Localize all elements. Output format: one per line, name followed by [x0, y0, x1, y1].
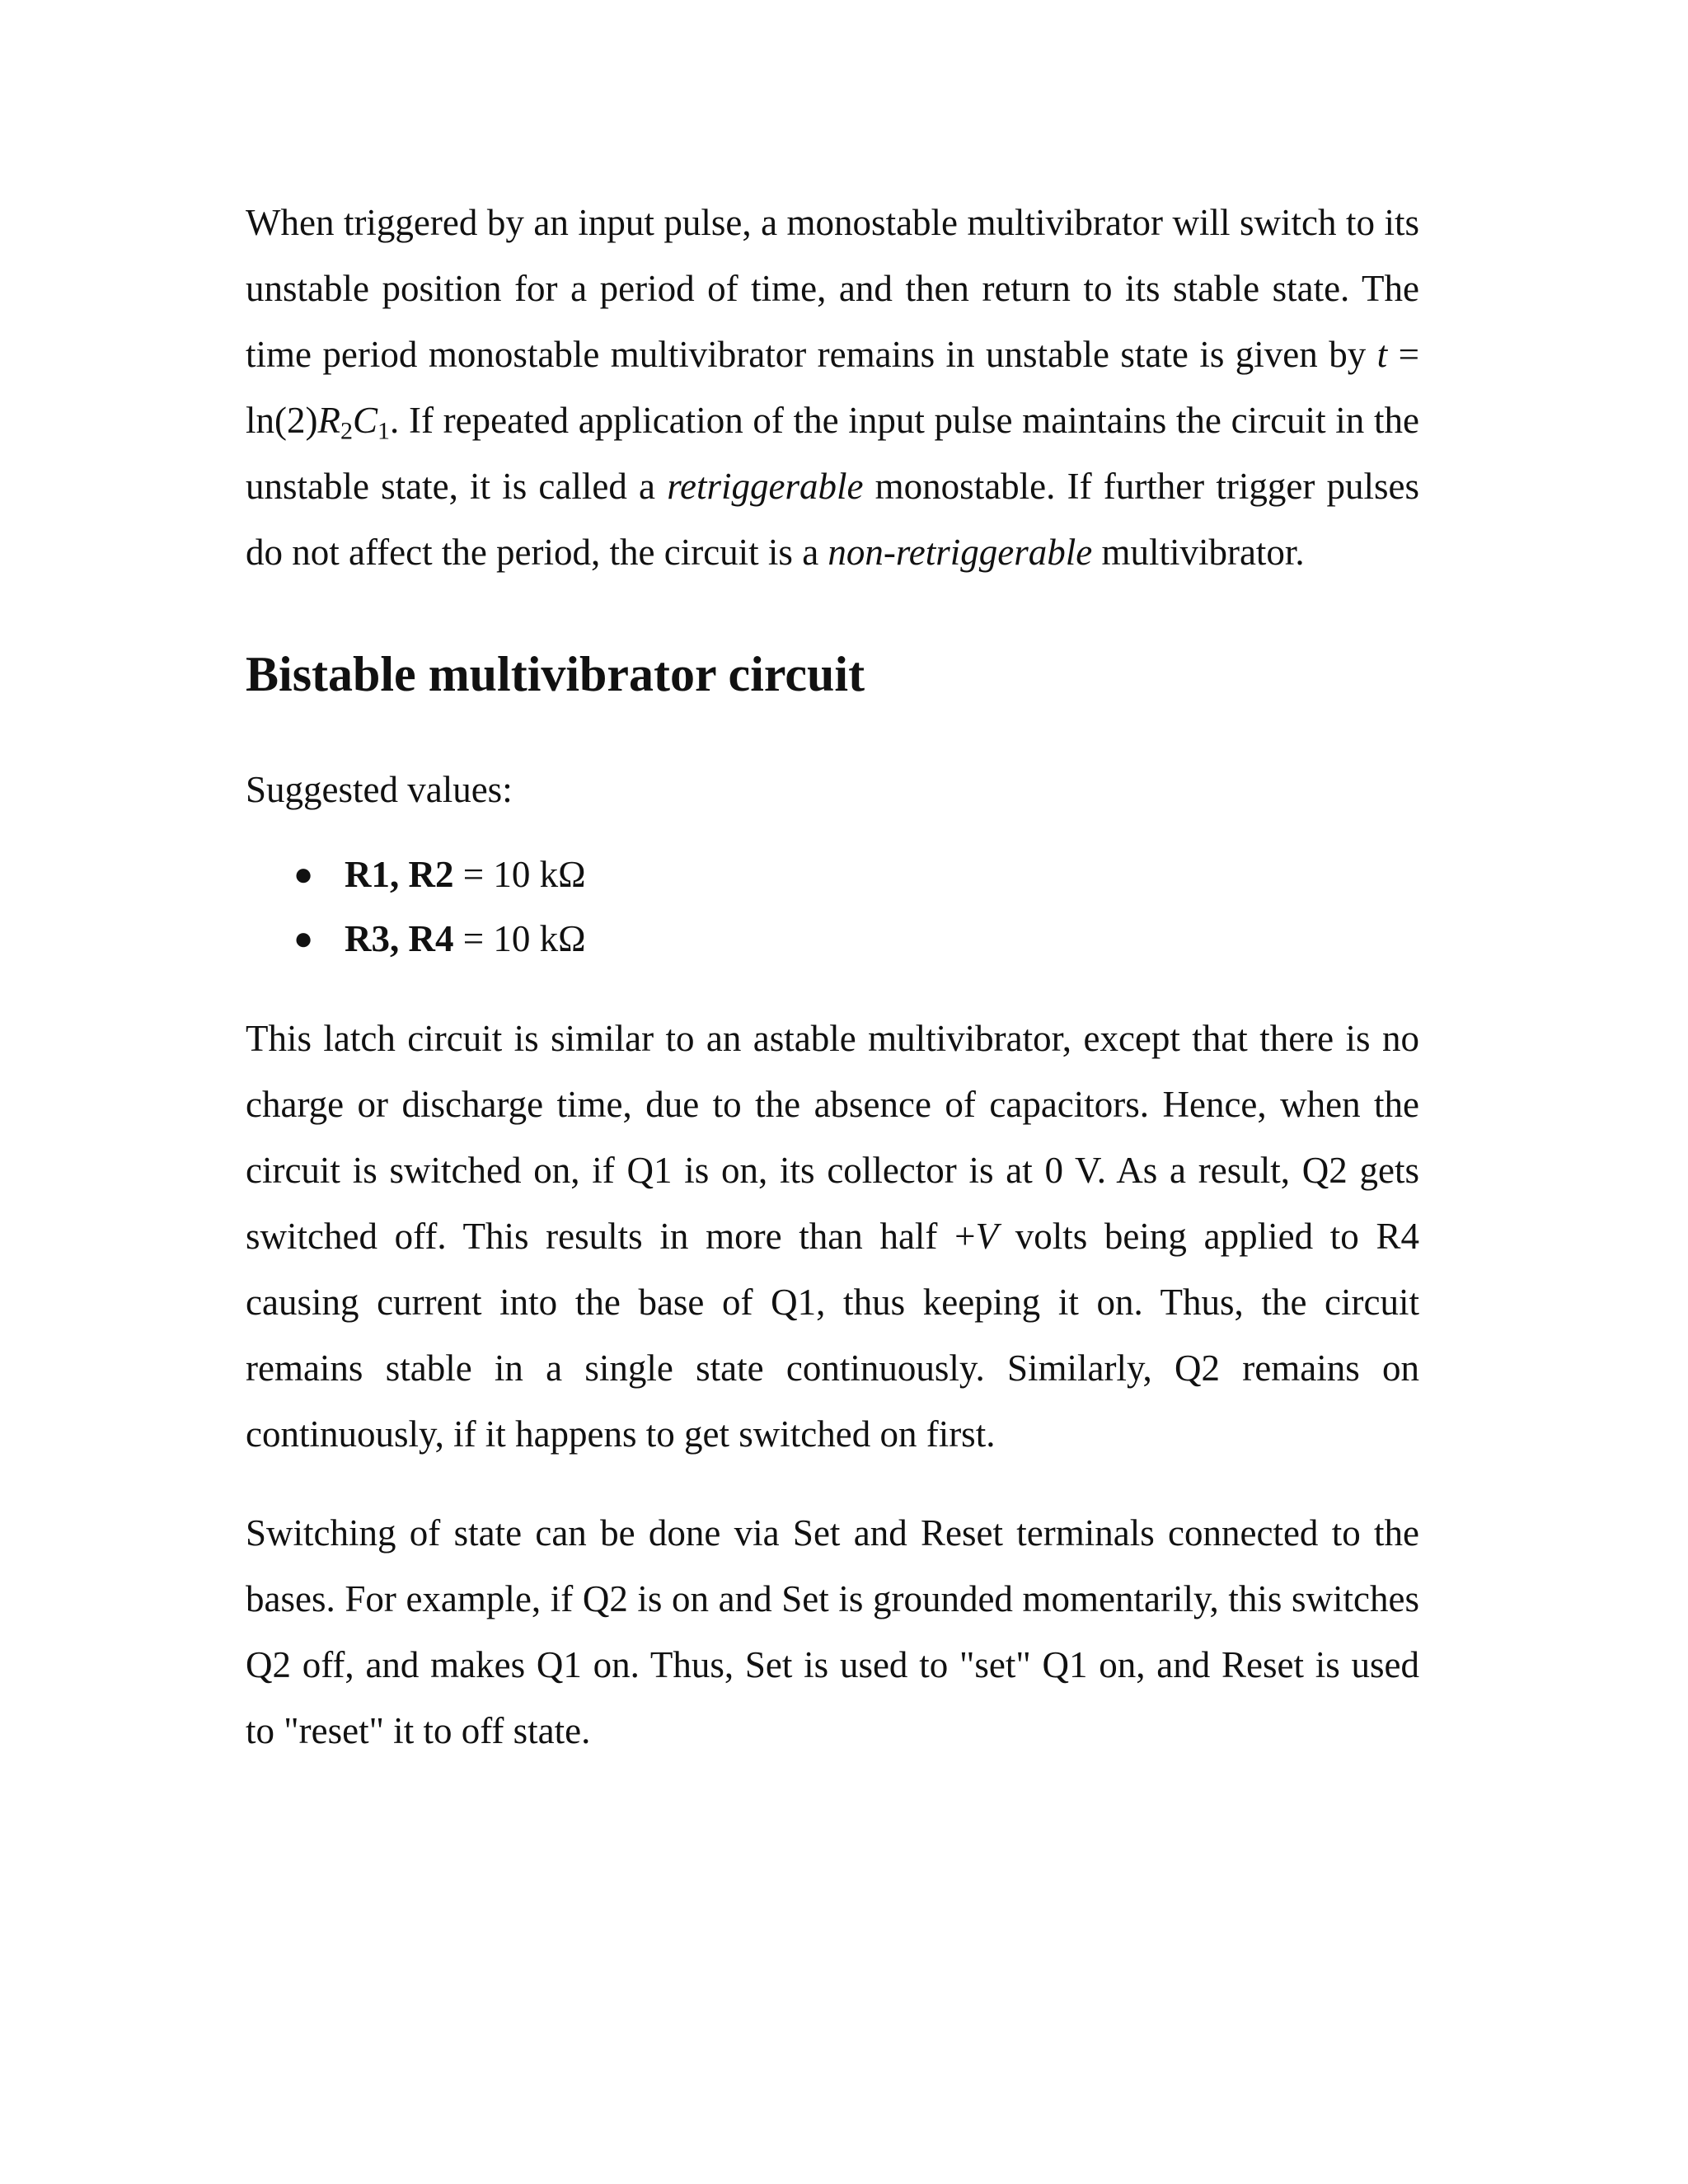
text-span: monostable. If further trigger pulses do not affect the period, the circuit is a — [246, 466, 1419, 573]
component-name: R1, R2 — [345, 854, 454, 895]
section-heading: Bistable multivibrator circuit — [246, 647, 865, 701]
switching-paragraph: Switching of state can be done via Set and Reset terminals connected to the bases. For example, if Q2 is on and Set is grounded momentarily, this switches Q2 off, and makes Q1 on. Thus, Set is used to "set" Q1 on, and Reset is used to "reset" it to off state. — [246, 1512, 1419, 1751]
formula-variable-r: R — [317, 400, 340, 441]
text-span: volts being applied to R4 causing current into the base of Q1, thus keeping it on. Thus, the circuit remains stable in a single state continuously. Similarly, Q2 remains on continuously, if it happens to get switched on first. — [246, 1216, 1420, 1455]
term-retriggerable: retriggerable — [667, 466, 864, 507]
text-span: . If repeated application of the input pulse maintains the circuit in the unstable state, it is called a — [246, 400, 1419, 507]
formula-text: = ln(2) — [246, 334, 1419, 441]
component-name: R3, R4 — [345, 918, 454, 959]
monostable-paragraph — [246, 190, 1419, 585]
suggested-values-label: Suggested values: — [246, 769, 513, 810]
text-span: When triggered by an input pulse, a monostable multivibrator will switch to its unstable position for a period of time, and then return to its stable state. The time period monostable multivibrator remains in unstable state is given by — [246, 202, 1419, 375]
formula-subscript-c: 1 — [377, 417, 390, 445]
voltage-symbol: V — [975, 1216, 998, 1257]
list-item — [246, 907, 1419, 971]
component-value: = 10 kΩ — [453, 854, 586, 895]
document-page — [246, 190, 1419, 1764]
component-value: = 10 kΩ — [453, 918, 586, 959]
text-span: This latch circuit is similar to an astable multivibrator, except that there is no charge or discharge time, due to the absence of capacitors. Hence, when the circuit is switched on, if Q1 is on, its collector is at 0 V. As a result, Q2 gets switched off. This results in more than half + — [246, 1018, 1419, 1257]
suggested-values-list — [246, 842, 1419, 971]
bullet-icon: ● — [293, 920, 314, 957]
text-span: multivibrator. — [1092, 532, 1305, 573]
bullet-icon: ● — [293, 855, 314, 893]
latch-paragraph — [246, 1005, 1419, 1467]
term-non-retriggerable: non-retriggerable — [828, 532, 1093, 573]
formula-variable-t: t — [1376, 334, 1388, 375]
formula-variable-c: C — [352, 400, 377, 441]
list-item — [246, 842, 1419, 907]
formula-subscript-r: 2 — [340, 417, 353, 445]
